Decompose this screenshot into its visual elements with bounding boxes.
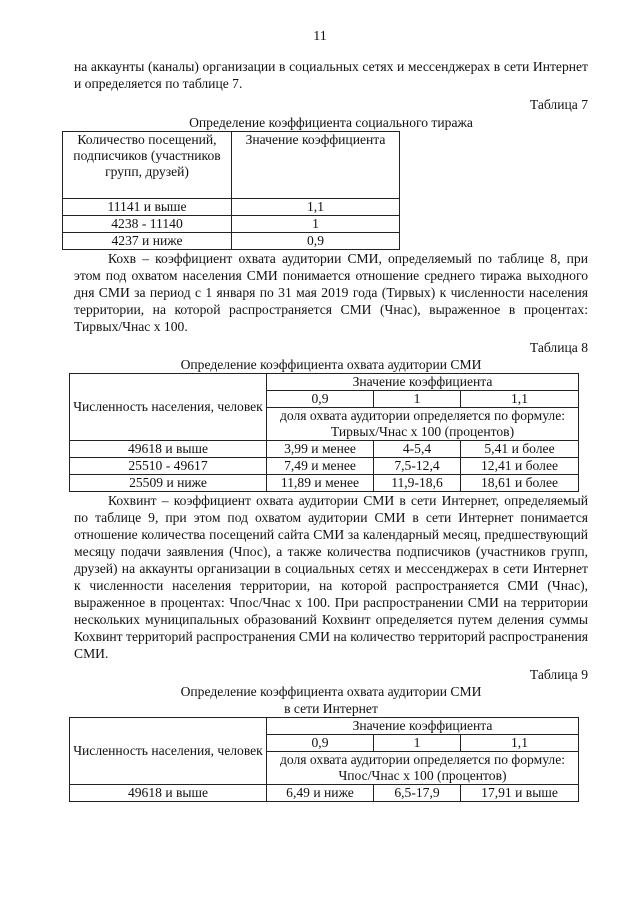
table-cell: 25510 - 49617: [70, 458, 267, 475]
table9-coef: 0,9: [267, 735, 374, 752]
table-cell: 12,41 и более: [461, 458, 579, 475]
table9-share-header: доля охвата аудитории определяется по формуле: Чпос/Чнас х 100 (процентов): [267, 752, 579, 785]
table-cell: 17,91 и выше: [461, 785, 579, 802]
page-number: 11: [313, 29, 327, 44]
table9-header-value: Значение коэффициента: [267, 718, 579, 735]
table-cell: 3,99 и менее: [267, 441, 374, 458]
table8: [69, 373, 579, 492]
intro-paragraph: на аккаунты (каналы) организации в социальных сетях и мессенджерах в сети Интернет и определяется по таблице 7.: [74, 59, 588, 91]
table-cell: 7,5-12,4: [374, 458, 461, 475]
table9: [69, 717, 579, 802]
table-cell: 25509 и ниже: [70, 475, 267, 492]
table8-coef: 1: [374, 391, 461, 408]
table-cell: 4237 и ниже: [63, 233, 232, 250]
table8-label: Таблица 8: [529, 340, 588, 355]
table-cell: 4-5,4: [374, 441, 461, 458]
table-row: [70, 475, 579, 492]
table-cell: 11,9-18,6: [374, 475, 461, 492]
table-cell: 4238 - 11140: [63, 216, 232, 233]
table7-label: Таблица 7: [529, 97, 588, 112]
table-cell: 49618 и выше: [70, 785, 267, 802]
table9-label: Таблица 9: [529, 667, 588, 682]
table-cell: 1,1: [232, 199, 400, 216]
table-row: [70, 374, 579, 391]
table8-coef: 0,9: [267, 391, 374, 408]
table7: [62, 131, 400, 250]
table9-coef: 1: [374, 735, 461, 752]
table8-header-value: Значение коэффициента: [267, 374, 579, 391]
table8-header-population: Численность населения, человек: [70, 374, 267, 441]
paragraph-kohv: Кохв – коэффициент охвата аудитории СМИ, определяемый по таблице 8, при этом под охватом населения СМИ понимается отношение среднего тиража выходного дня СМИ за период с 1 января по 31 мая 2019 года (Тирвых) к численности населения территории, на которой распространяется СМИ (Чнас), выраженное в процентах: Тирвых/Чнас х 100.: [74, 251, 588, 334]
table-row: [70, 718, 579, 735]
table-cell: 11,89 и менее: [267, 475, 374, 492]
table-row: [63, 216, 400, 233]
table7-header-count: Количество посещений, подписчиков (участников групп, друзей): [63, 132, 232, 199]
table7-header-value: Значение коэффициента: [232, 132, 400, 199]
table9-caption-line2: в сети Интернет: [284, 701, 378, 716]
table-cell: 49618 и выше: [70, 441, 267, 458]
table-cell: 1: [232, 216, 400, 233]
table9-coef: 1,1: [461, 735, 579, 752]
table8-coef: 1,1: [461, 391, 579, 408]
table-cell: 11141 и выше: [63, 199, 232, 216]
table9-caption-line1: Определение коэффициента охвата аудитории СМИ: [180, 684, 482, 699]
table8-share-header: доля охвата аудитории определяется по формуле: Тирвых/Чнас х 100 (процентов): [267, 408, 579, 441]
table-cell: 6,49 и ниже: [267, 785, 374, 802]
table-cell: 0,9: [232, 233, 400, 250]
paragraph-kohvint: Кохвинт – коэффициент охвата аудитории СМИ в сети Интернет, определяемый по таблице 9, при этом под охватом аудитории СМИ в сети Интернет понимается отношение количества посещений сайта СМИ за календарный месяц, предшествующий месяцу подачи заявления (Чпос), а также количества подписчиков (участников групп, друзей) на аккаунты организации в социальных сетях и мессенджерах в сети Интернет к численности населения территории, на которой распространяется СМИ (Чнас), выраженное в процентах: Чпос/Чнас х 100. При распространении СМИ на территории нескольких муниципальных образований Кохвинт определяется путем деления суммы Кохвинт территорий распространения СМИ на количество территорий распространения СМИ.: [74, 493, 588, 661]
table-row: [70, 441, 579, 458]
table-cell: 18,61 и более: [461, 475, 579, 492]
table-row: [63, 132, 400, 199]
table-cell: 5,41 и более: [461, 441, 579, 458]
table-row: [70, 785, 579, 802]
table7-caption: Определение коэффициента социального тиража: [189, 115, 473, 130]
table9-header-population: Численность населения, человек: [70, 718, 267, 785]
table-row: [70, 458, 579, 475]
table8-caption: Определение коэффициента охвата аудитории СМИ: [180, 357, 482, 372]
document-body: [74, 58, 588, 802]
table-cell: 7,49 и менее: [267, 458, 374, 475]
table-cell: 6,5-17,9: [374, 785, 461, 802]
table-row: [63, 233, 400, 250]
table-row: [63, 199, 400, 216]
